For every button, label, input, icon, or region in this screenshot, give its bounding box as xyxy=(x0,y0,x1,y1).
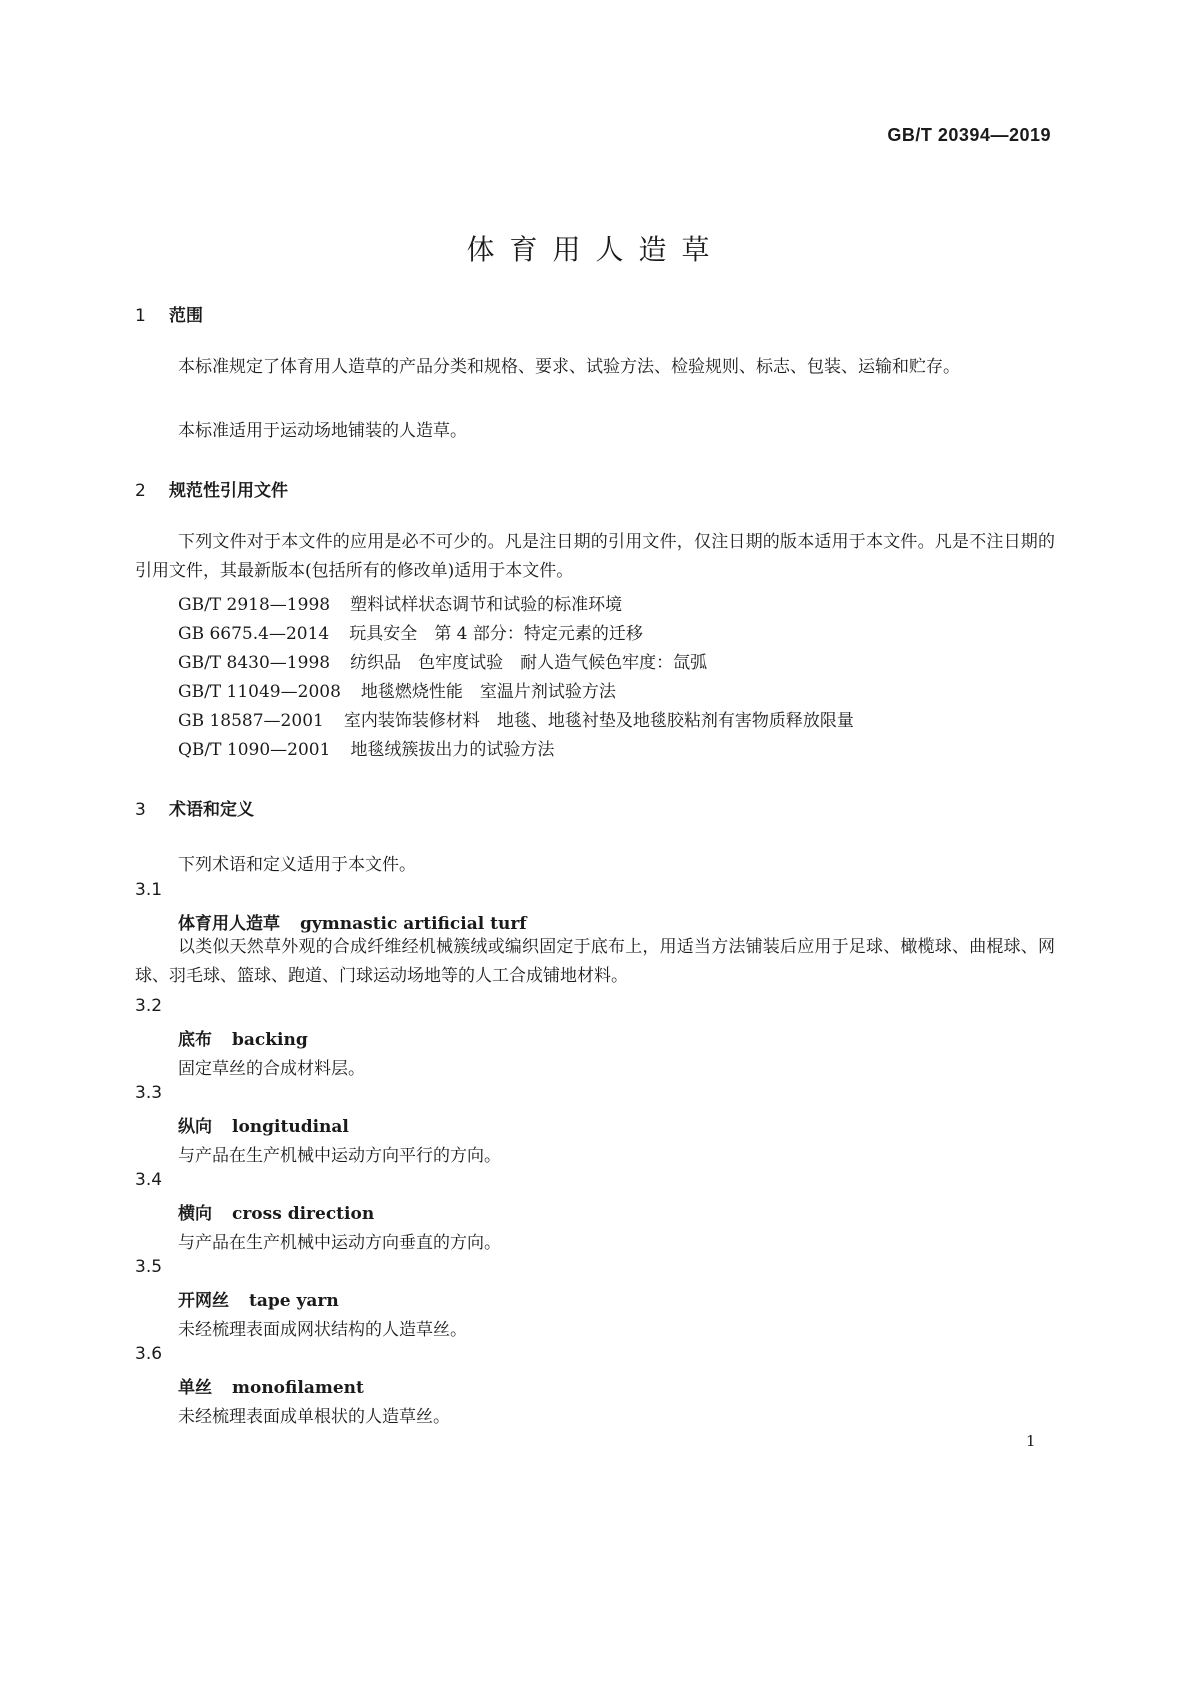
section-number: 2 xyxy=(135,481,146,501)
section-1-paragraph-1: 本标准规定了体育用人造草的产品分类和规格、要求、试验方法、检验规则、标志、包装、运输和贮存。 xyxy=(178,357,960,377)
section-number: 3 xyxy=(135,800,146,820)
clause-number: 3.1 xyxy=(135,880,163,900)
section-1-heading xyxy=(135,301,203,326)
section-3-intro: 下列术语和定义适用于本文件。 xyxy=(178,855,416,875)
term-chinese: 纵向 xyxy=(178,1117,212,1137)
reference-item xyxy=(178,648,707,673)
reference-title: 塑料试样状态调节和试验的标准环境 xyxy=(350,595,623,615)
term-heading xyxy=(178,1025,308,1050)
term-chinese: 体育用人造草 xyxy=(178,914,280,934)
reference-item xyxy=(178,619,643,644)
reference-title: 地毯绒簇拔出力的试验方法 xyxy=(350,740,555,760)
term-chinese: 单丝 xyxy=(178,1378,212,1398)
term-english: gymnastic artificial turf xyxy=(300,914,527,934)
clause-number: 3.5 xyxy=(135,1257,163,1277)
term-heading xyxy=(178,909,527,934)
term-definition: 与产品在生产机械中运动方向平行的方向。 xyxy=(178,1146,501,1166)
term-chinese: 底布 xyxy=(178,1030,212,1050)
section-number: 1 xyxy=(135,306,146,326)
section-2-intro: 下列文件对于本文件的应用是必不可少的。凡是注日期的引用文件，仅注日期的版本适用于本文件。凡是不注日期的引用文件，其最新版本(包括所有的修改单)适用于本文件。 xyxy=(135,532,1055,581)
reference-code: QB/T 1090—2001 xyxy=(178,740,331,760)
reference-title: 纺织品 色牢度试验 耐人造气候色牢度：氙弧 xyxy=(350,653,708,673)
term-chinese: 开网丝 xyxy=(178,1291,229,1311)
page-number: 1 xyxy=(1026,1432,1036,1450)
reference-item xyxy=(178,590,622,615)
term-chinese: 横向 xyxy=(178,1204,212,1224)
section-title: 规范性引用文件 xyxy=(169,481,288,501)
term-definition: 固定草丝的合成材料层。 xyxy=(178,1059,365,1079)
section-title: 术语和定义 xyxy=(169,800,254,820)
term-heading xyxy=(178,1112,349,1137)
term-heading xyxy=(178,1286,339,1311)
section-1-paragraph-2: 本标准适用于运动场地铺装的人造草。 xyxy=(178,421,467,441)
term-definition: 以类似天然草外观的合成纤维经机械簇绒或编织固定于底布上，用适当方法铺装后应用于足球、橄榄球、曲棍球、网球、羽毛球、篮球、跑道、门球运动场地等的人工合成铺地材料。 xyxy=(135,937,1055,986)
reference-code: GB 18587—2001 xyxy=(178,711,324,731)
term-english: tape yarn xyxy=(249,1291,339,1311)
reference-code: GB/T 8430—1998 xyxy=(178,653,331,673)
clause-number: 3.4 xyxy=(135,1170,163,1190)
term-english: longitudinal xyxy=(232,1117,349,1137)
document-title: 体育用人造草 xyxy=(466,233,725,266)
term-definition: 与产品在生产机械中运动方向垂直的方向。 xyxy=(178,1233,501,1253)
section-title: 范围 xyxy=(169,306,203,326)
reference-code: GB/T 11049—2008 xyxy=(178,682,341,702)
reference-title: 玩具安全 第 4 部分：特定元素的迁移 xyxy=(349,624,643,644)
reference-title: 地毯燃烧性能 室温片剂试验方法 xyxy=(360,682,616,702)
standard-number: GB/T 20394—2019 xyxy=(887,125,1051,145)
term-heading xyxy=(178,1199,374,1224)
term-english: cross direction xyxy=(232,1204,375,1224)
term-definition: 未经梳理表面成单根状的人造草丝。 xyxy=(178,1407,450,1427)
section-2-heading xyxy=(135,476,288,501)
reference-item xyxy=(178,735,554,760)
reference-title: 室内装饰装修材料 地毯、地毯衬垫及地毯胶粘剂有害物质释放限量 xyxy=(343,711,854,731)
clause-number: 3.6 xyxy=(135,1344,163,1364)
term-english: monofilament xyxy=(232,1378,364,1398)
term-english: backing xyxy=(232,1030,308,1050)
section-3-heading xyxy=(135,795,254,820)
reference-code: GB 6675.4—2014 xyxy=(178,624,330,644)
term-definition: 未经梳理表面成网状结构的人造草丝。 xyxy=(178,1320,467,1340)
reference-code: GB/T 2918—1998 xyxy=(178,595,331,615)
clause-number: 3.3 xyxy=(135,1083,163,1103)
reference-item xyxy=(178,677,616,702)
term-heading xyxy=(178,1373,364,1398)
reference-item xyxy=(178,706,854,731)
clause-number: 3.2 xyxy=(135,996,163,1016)
